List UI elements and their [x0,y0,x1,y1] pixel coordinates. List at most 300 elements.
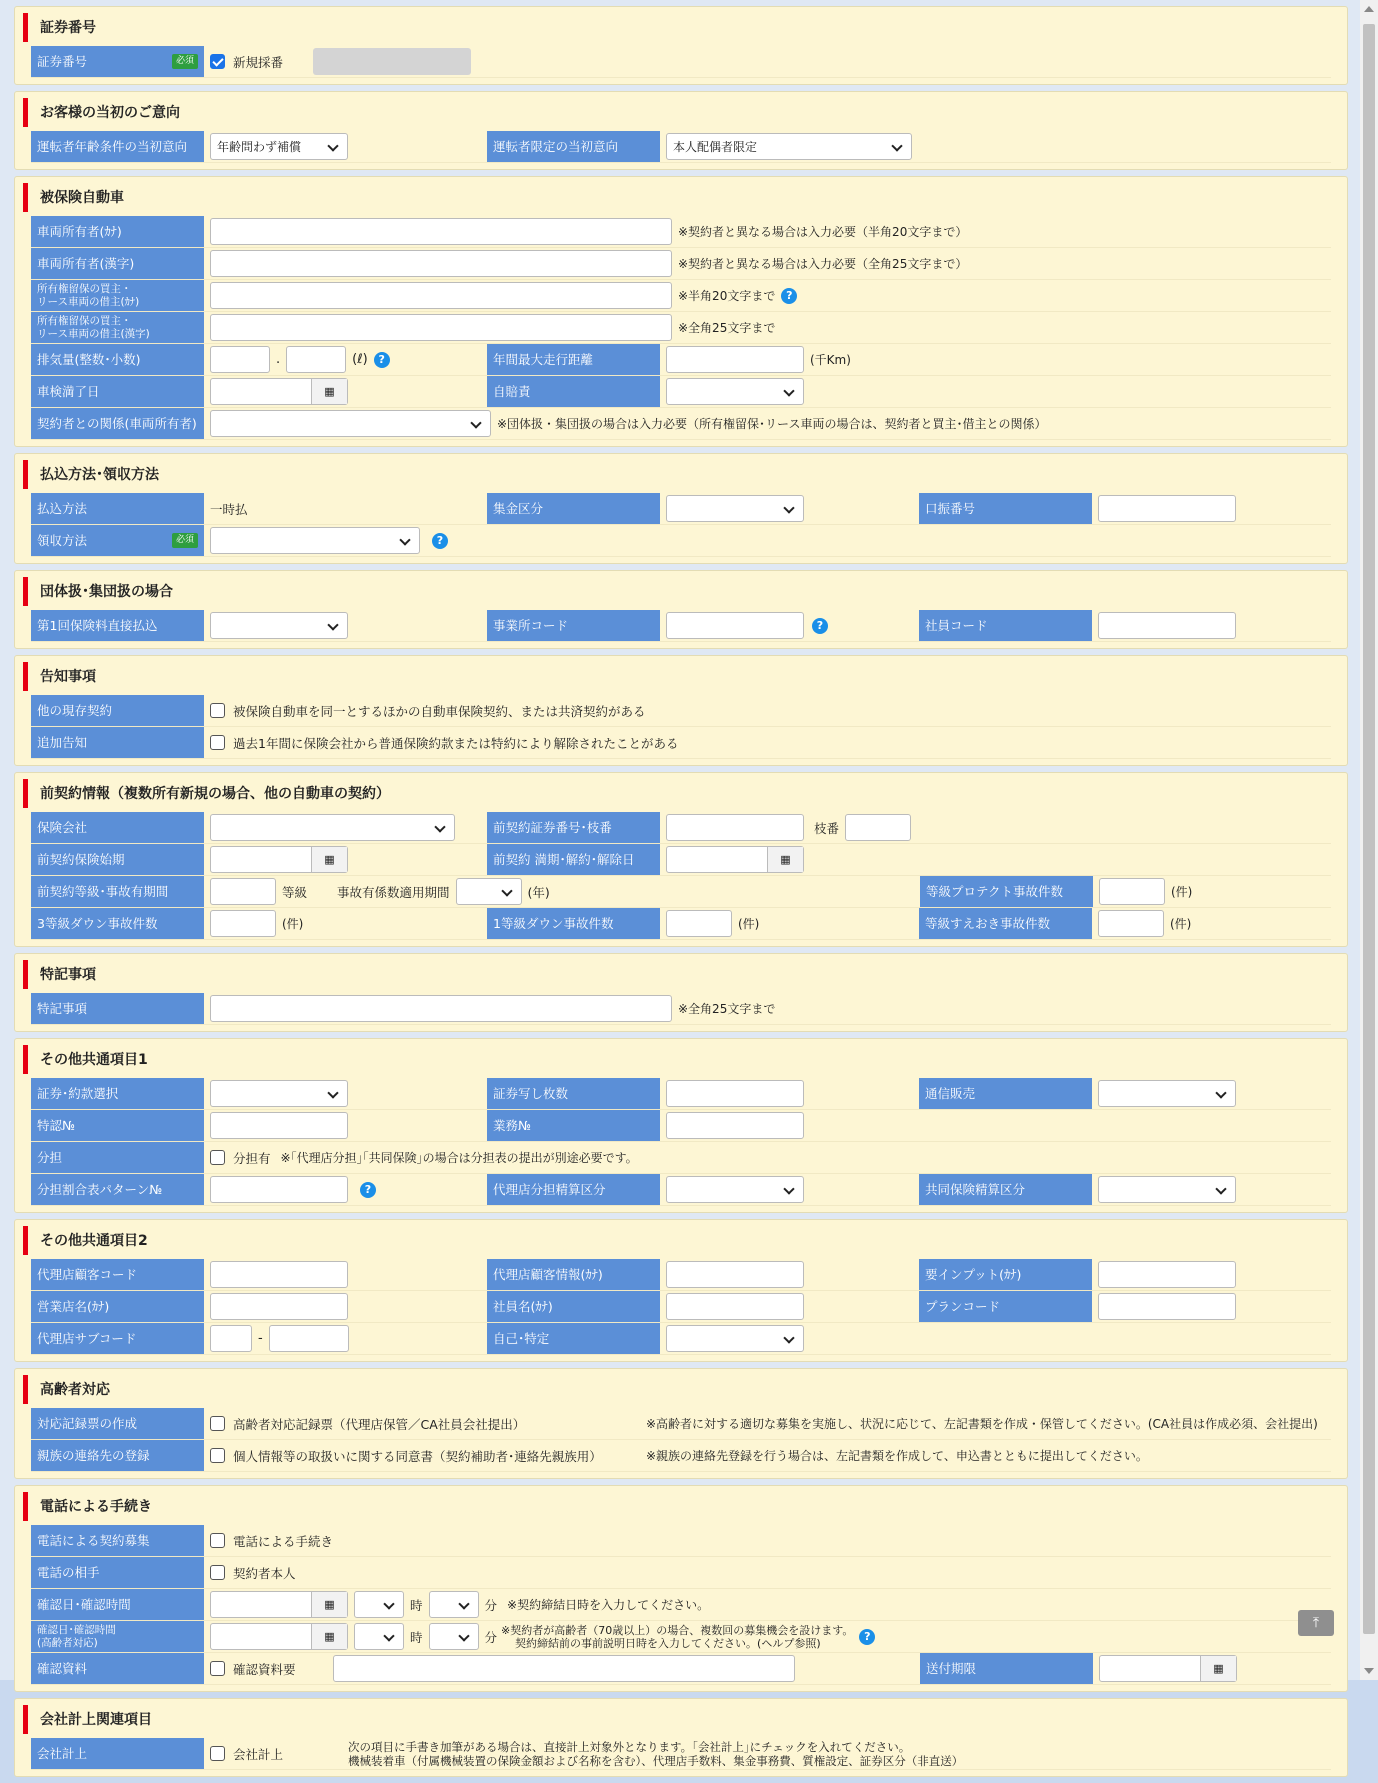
cell [660,844,804,875]
cell [204,376,487,407]
row [31,1440,1331,1472]
scrollbar-thumb[interactable] [1363,24,1375,1634]
field-label [31,312,204,343]
field-label: 証券･約款選択 [31,1078,204,1109]
field-label: 業務№ [487,1110,660,1141]
row [31,312,1331,344]
cell [1092,493,1236,524]
insurer-select[interactable] [210,814,455,841]
section-title: 前契約情報（複数所有新規の場合、他の自動車の契約） [23,779,1331,808]
row [31,1738,1331,1770]
section-title: 払込方法･領収方法 [23,460,1331,489]
policy-number-field [313,48,471,75]
field-label: 排気量(整数･小数) [31,344,204,375]
section-telephone [14,1485,1348,1692]
row [31,493,1331,525]
row [31,727,1331,759]
field-label: 送付期限 [920,1653,1093,1684]
row [31,216,1331,248]
cell [660,610,919,641]
field-label: 分担 [31,1142,204,1173]
confirm-minute-select[interactable] [429,1591,479,1618]
help-icon[interactable]: ? [859,1629,875,1645]
unit: (ℓ) [352,352,368,367]
special-notes-input[interactable] [210,995,672,1022]
cell [204,525,448,556]
unit: 等級 [282,884,308,900]
pay-method-value: 一時払 [210,501,248,517]
cell [660,812,911,843]
scroll-up-arrow-icon[interactable] [1364,6,1374,12]
help-icon[interactable]: ? [374,352,390,368]
label-text: 領収方法 [37,533,88,548]
branch-label: 枝番 [814,820,840,836]
row [31,1078,1331,1110]
copies-input[interactable] [666,1080,804,1107]
company-booking-checkbox[interactable] [210,1746,225,1761]
cell [1093,876,1192,907]
gyomu-input[interactable] [666,1112,804,1139]
cell [204,1259,487,1290]
scroll-down-arrow-icon[interactable] [1364,1668,1374,1674]
section-payment [14,453,1348,564]
cell [660,1078,919,1109]
cell [1093,1653,1237,1684]
cell [660,1174,919,1205]
cell [660,131,912,162]
cell [660,376,804,407]
row [31,1408,1331,1440]
row [31,1525,1331,1557]
section-disclosure [14,655,1348,766]
field-label: 社員名(ｶﾅ) [487,1291,660,1322]
receipt-select[interactable] [210,527,420,554]
protect-count-input[interactable] [1099,878,1165,905]
age-condition-select[interactable]: 年齢問わず補償 [210,133,348,160]
field-label: 前契約証券番号･枝番 [487,812,660,843]
cell [204,1110,487,1141]
deadline-date-input[interactable] [1099,1655,1237,1682]
calendar-icon[interactable]: ▦ [311,1624,347,1649]
field-label: 電話の相手 [31,1557,204,1588]
section-previous-contract [14,772,1348,947]
cell [660,908,919,939]
joint-settle-select[interactable] [1098,1176,1236,1203]
unit: (件) [738,917,760,931]
label-line: 所有権留保の買主・ [37,282,132,295]
calendar-icon[interactable]: ▦ [311,379,347,404]
note: ※高齢者に対する適切な募集を実施し、状況に応じて、左記書類を作成・保管してください。(CA社員は作成必須、会社提出) [646,1417,1318,1431]
section-common-2 [14,1219,1348,1362]
field-label: 払込方法 [31,493,204,524]
row [31,1323,1331,1355]
unit: (件) [282,917,304,931]
arrow-up-icon: ⤒ [1312,1615,1320,1631]
section-common-1 [14,1038,1348,1213]
cell [204,131,487,162]
section-title: 特記事項 [23,960,1331,989]
row [31,525,1331,557]
note: ※契約者と異なる場合は入力必要（半角20文字まで） [678,225,968,239]
section-group [14,570,1348,649]
row [31,1621,1331,1653]
row [31,1653,1331,1685]
mileage-input[interactable] [666,346,804,373]
driver-limit-select[interactable]: 本人配偶者限定 [666,133,912,160]
note-line: ※契約者が高齢者（70歳以上）の場合、複数回の募集機会を設けます。 [501,1623,854,1637]
form-page [14,6,1348,1783]
field-label: 追加告知 [31,727,204,758]
input-required-input[interactable] [1098,1261,1236,1288]
plan-code-input[interactable] [1098,1293,1236,1320]
field-label [31,525,204,556]
store-name-input[interactable] [210,1293,348,1320]
field-label: 会社計上 [31,1738,204,1769]
prev-end-date-input[interactable] [666,846,804,873]
first-payment-select[interactable] [210,612,348,639]
section-title: 会社計上関連項目 [23,1705,1331,1734]
relation-select[interactable] [210,410,491,437]
field-label: 共同保険精算区分 [919,1174,1092,1205]
cell [204,344,487,375]
section-special-notes [14,953,1348,1032]
scrollbar[interactable] [1360,0,1378,1680]
cell [204,610,487,641]
checkbox-label: 電話による手続き [233,1533,334,1549]
cell [204,727,678,758]
section-title: 団体扱･集団扱の場合 [23,577,1331,606]
mail-order-select[interactable] [1098,1080,1236,1107]
cell [204,1323,487,1354]
elderly-record-checkbox[interactable] [210,1416,225,1431]
section-title: 告知事項 [23,662,1331,691]
cell [204,1142,638,1173]
row [31,408,1331,440]
row [31,993,1331,1025]
calendar-icon[interactable]: ▦ [311,1592,347,1617]
cell [204,1291,487,1322]
row [31,376,1331,408]
pattern-input[interactable] [210,1176,348,1203]
field-label: 車検満了日 [31,376,204,407]
accident-period-select[interactable] [456,878,522,905]
note: ※契約締結日時を入力してください。 [507,1598,710,1612]
calendar-icon[interactable]: ▦ [1200,1656,1236,1681]
unit: 時 [410,1629,423,1645]
cell [1092,908,1191,939]
confirm-date-input[interactable] [210,1591,348,1618]
cell [204,1738,348,1769]
label-line: 所有権留保の買主・ [37,314,132,327]
checkbox-label: 過去1年間に保険会社から普通保険約款または特約により解除されたことがある [233,735,679,751]
field-label: 集金区分 [487,493,660,524]
note [348,1740,963,1768]
field-label: 車両所有者(ｶﾅ) [31,216,204,247]
field-label: 3等級ダウン事故件数 [31,908,204,939]
suspend-input[interactable] [1098,910,1164,937]
note: ※契約者と異なる場合は入力必要（全角25文字まで） [678,257,968,271]
cell [204,1174,487,1205]
tokunin-input[interactable] [210,1112,348,1139]
confirm-doc-checkbox[interactable] [210,1661,225,1676]
cell [204,312,775,343]
row [31,1291,1331,1323]
confirm-hour-select[interactable] [354,1591,404,1618]
cell [1092,1291,1236,1322]
field-label: 前契約保険始期 [31,844,204,875]
field-label: 契約者との関係(車両所有者) [31,408,204,439]
contractor-self-checkbox[interactable] [210,1565,225,1580]
section-title: 高齢者対応 [23,1375,1331,1404]
checkbox-label: 個人情報等の取扱いに関する同意書（契約補助者･連絡先親族用） [233,1448,602,1464]
field-label: 電話による契約募集 [31,1525,204,1556]
section-title: 証券番号 [23,13,1331,42]
confirm-minute-elderly-select[interactable] [429,1623,479,1650]
calendar-icon[interactable]: ▦ [767,847,803,872]
cell [204,216,967,247]
unit: (件) [1171,885,1193,899]
cell [204,876,920,907]
help-icon[interactable]: ? [360,1182,376,1198]
cell [204,844,487,875]
field-label: 1等級ダウン事故件数 [487,908,660,939]
cell [204,1557,296,1588]
field-label: 代理店サブコード [31,1323,204,1354]
row [31,1259,1331,1291]
note: ※全角25文字まで [678,321,776,335]
policy-terms-select[interactable] [210,1080,348,1107]
row [31,1110,1331,1142]
unit: 分 [484,1629,498,1645]
row [31,1174,1331,1206]
field-label: 等級プロテクト事故件数 [920,876,1093,907]
section-title: 被保険自動車 [23,183,1331,212]
field-label: 確認日･確認時間 [31,1589,204,1620]
jibaiseki-select[interactable] [666,378,804,405]
sub-code-2-input[interactable] [269,1325,349,1352]
unit: (年) [527,884,550,900]
section-insured-vehicle [14,176,1348,447]
label-line: リース車両の借主(ｶﾅ) [37,295,140,308]
confirm-hour-elderly-select[interactable] [354,1623,404,1650]
label-line: リース車両の借主(漢字) [37,327,150,340]
field-label: 年間最大走行距離 [487,344,660,375]
field-label: 特記事項 [31,993,204,1024]
field-label: 保険会社 [31,812,204,843]
note: ※全角25文字まで [678,1002,776,1016]
employee-code-input[interactable] [1098,612,1236,639]
note-line: 次の項目に手書き加筆がある場合は、直接計上対象外となります。｢会社計上｣にチェックを入れてください。 [348,1739,911,1754]
section-title: その他共通項目2 [23,1226,1331,1255]
label-line: (高齢者対応) [37,1636,98,1649]
row [31,248,1331,280]
prev-start-date-input[interactable] [210,846,348,873]
prev-policy-input[interactable] [666,814,804,841]
field-label: 前契約等級･事故有期間 [31,876,204,907]
row [31,610,1331,642]
cell [204,1653,920,1684]
cell [660,493,919,524]
accident-period-label: 事故有係数適用期間 [337,884,450,900]
field-label: 代理店分担精算区分 [487,1174,660,1205]
cell [204,695,646,726]
confirm-doc-input[interactable] [333,1655,795,1682]
confirm-date-elderly-input[interactable] [210,1623,348,1650]
cell [204,46,471,77]
cell [204,1408,640,1439]
section-title: その他共通項目1 [23,1045,1331,1074]
lease-kanji-input[interactable] [210,314,672,341]
account-input[interactable] [1098,495,1236,522]
unit: 時 [410,1597,423,1613]
field-label: 運転者年齢条件の当初意向 [31,131,204,162]
cell [204,1078,487,1109]
row [31,812,1331,844]
field-label: 車両所有者(漢字) [31,248,204,279]
office-code-input[interactable] [666,612,804,639]
row-intent [31,131,1331,163]
cell [204,1621,875,1652]
new-number-checkbox[interactable] [210,54,225,69]
cell [660,1323,804,1354]
field-label: 代理店顧客コード [31,1259,204,1290]
cell [204,812,487,843]
checkbox-label: 会社計上 [233,1746,284,1762]
grade-input[interactable] [210,878,276,905]
section-title: お客様の当初のご意向 [23,98,1331,127]
cell [1092,610,1236,641]
checkbox-label: 被保険自動車を同一とするほかの自動車保険契約、または共済契約がある [233,703,646,719]
label-text: 証券番号 [37,54,88,69]
cell [1092,1174,1236,1205]
row [31,695,1331,727]
row [31,1589,1331,1621]
staff-name-input[interactable] [666,1293,804,1320]
checkbox-label: 高齢者対応記録票（代理店保管／CA社員会社提出） [233,1416,526,1432]
note: ※半角20文字まで [678,289,776,303]
field-label [31,280,204,311]
label-line: 確認日･確認時間 [37,1623,116,1636]
owner-kanji-input[interactable] [210,250,672,277]
checkbox-label: 契約者本人 [233,1565,296,1581]
cell [660,344,851,375]
displacement-dec-input[interactable] [286,346,346,373]
note [501,1624,853,1650]
field-label: 社員コード [919,610,1092,641]
telephone-procedure-checkbox[interactable] [210,1533,225,1548]
field-label: 証券写し枚数 [487,1078,660,1109]
field-label: 要インプット(ｶﾅ) [919,1259,1092,1290]
row-policy-number [31,46,1331,78]
row [31,280,1331,312]
dash: - [258,1331,263,1346]
row [31,876,1331,908]
field-label: 自己･特定 [487,1323,660,1354]
row [31,844,1331,876]
checkbox-label: 確認資料要 [233,1661,296,1677]
branch-input[interactable] [845,814,911,841]
additional-notice-checkbox[interactable] [210,735,225,750]
section-title: 電話による手続き [23,1492,1331,1521]
row [31,1142,1331,1174]
unit: (件) [1170,917,1192,931]
field-label: 分担割合表パターン№ [31,1174,204,1205]
section-policy-number [14,6,1348,85]
owner-kana-input[interactable] [210,218,672,245]
checkbox-label: 新規採番 [233,54,284,70]
note: ※｢代理店分担｣｢共同保険｣の場合は分担表の提出が別途必要です。 [280,1151,638,1165]
section-initial-intent [14,91,1348,170]
cell [204,908,487,939]
section-company-booking [14,1698,1348,1777]
row [31,908,1331,940]
cell [204,408,1046,439]
cell [660,1259,919,1290]
field-label [31,1621,204,1652]
displacement-int-input[interactable] [210,346,270,373]
share-checkbox[interactable] [210,1150,225,1165]
checkbox-label: 分担有 [233,1150,271,1166]
note: ※団体扱・集団扱の場合は入力必要（所有権留保･リース車両の場合は、契約者と買主･借主との関係） [497,417,1047,431]
cell [660,1291,919,1322]
self-specific-select[interactable] [666,1325,804,1352]
field-label: 確認資料 [31,1653,204,1684]
calendar-icon[interactable]: ▦ [311,847,347,872]
row [31,1557,1331,1589]
down1-input[interactable] [666,910,732,937]
note-line: 機械装着車（付属機械装置の保険金額および名称を含む）、代理店手数料、集金事務費、質権設定、証券区分（非直送） [348,1753,964,1768]
row [31,344,1331,376]
lease-kana-input[interactable] [210,282,672,309]
field-label: 対応記録票の作成 [31,1408,204,1439]
field-label: 等級すえおき事故件数 [919,908,1092,939]
back-to-top-button[interactable] [1298,1610,1334,1636]
field-label: 特認№ [31,1110,204,1141]
field-label: 口振番号 [919,493,1092,524]
field-label: 親族の連絡先の登録 [31,1440,204,1471]
help-icon[interactable]: ? [812,618,828,634]
required-badge: 必須 [172,54,198,69]
customer-code-input[interactable] [210,1261,348,1288]
other-contract-checkbox[interactable] [210,703,225,718]
field-label: 事業所コード [487,610,660,641]
cell [660,1110,804,1141]
cell [204,280,797,311]
section-elderly [14,1368,1348,1479]
agent-settle-select[interactable] [666,1176,804,1203]
unit: 分 [484,1597,498,1613]
required-badge: 必須 [172,533,198,548]
note-line: 契約締結前の事前説明日時を入力してください。(ヘルプ参照) [515,1636,821,1650]
family-contact-checkbox[interactable] [210,1448,225,1463]
field-label: 他の現存契約 [31,695,204,726]
field-label [31,46,204,77]
down3-input[interactable] [210,910,276,937]
sub-code-1-input[interactable] [210,1325,252,1352]
help-icon[interactable]: ? [432,533,448,549]
inspection-date-input[interactable] [210,378,348,405]
field-label: 運転者限定の当初意向 [487,131,660,162]
field-label: 通信販売 [919,1078,1092,1109]
help-icon[interactable]: ? [781,288,797,304]
field-label: 営業店名(ｶﾅ) [31,1291,204,1322]
cell [204,1525,333,1556]
collect-select[interactable] [666,495,804,522]
field-label: 第1回保険料直接払込 [31,610,204,641]
field-label: 代理店顧客情報(ｶﾅ) [487,1259,660,1290]
customer-info-input[interactable] [666,1261,804,1288]
cell [204,993,775,1024]
